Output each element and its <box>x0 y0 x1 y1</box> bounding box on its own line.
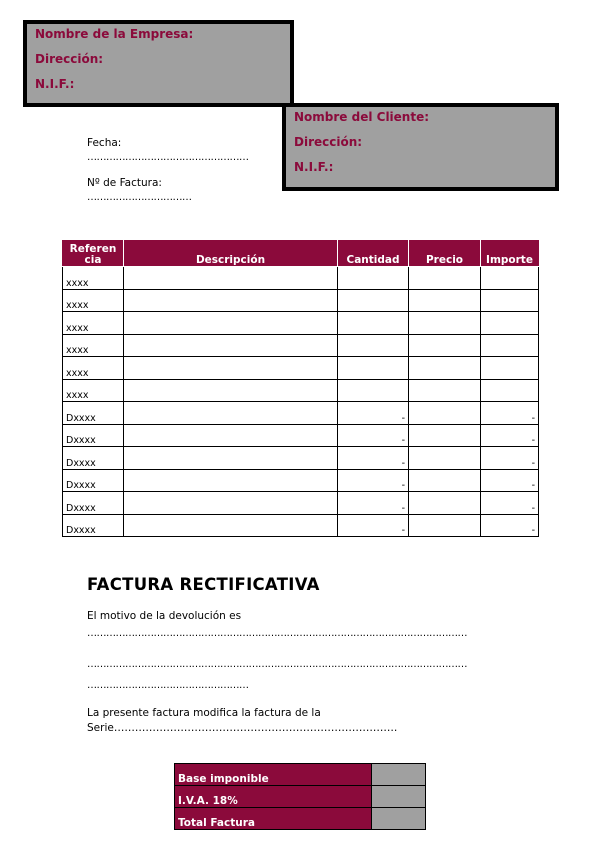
table-row <box>63 492 539 515</box>
table-row <box>63 514 539 537</box>
cell-quantity: - <box>338 492 409 515</box>
cell-description <box>124 267 338 290</box>
table-row <box>63 447 539 470</box>
reason-dots-line-1: ………………………………………………………………………………………………………… <box>87 628 467 639</box>
cell-price <box>409 267 481 290</box>
cell-price <box>409 492 481 515</box>
cell-quantity <box>338 357 409 380</box>
cell-reference: xxxx <box>63 357 124 380</box>
cell-quantity <box>338 289 409 312</box>
client-nif-label: N.I.F.: <box>294 160 334 174</box>
cell-reference: xxxx <box>63 379 124 402</box>
cell-description <box>124 379 338 402</box>
date-label: Fecha: <box>87 137 122 149</box>
items-table <box>62 240 539 537</box>
cell-quantity <box>338 379 409 402</box>
cell-description <box>124 334 338 357</box>
cell-amount <box>481 379 539 402</box>
header-quantity: Cantidad <box>338 241 409 267</box>
cell-reference: Dxxxx <box>63 424 124 447</box>
company-name-label: Nombre de la Empresa: <box>35 27 194 41</box>
client-address-label: Dirección: <box>294 135 363 149</box>
cell-quantity <box>338 312 409 335</box>
cell-price <box>409 289 481 312</box>
cell-amount: - <box>481 514 539 537</box>
cell-price <box>409 334 481 357</box>
table-row <box>63 289 539 312</box>
cell-price <box>409 379 481 402</box>
client-name-label: Nombre del Cliente: <box>294 110 430 124</box>
table-row <box>63 469 539 492</box>
cell-description <box>124 447 338 470</box>
cell-amount: - <box>481 447 539 470</box>
cell-amount <box>481 357 539 380</box>
company-nif-label: N.I.F.: <box>35 77 75 91</box>
cell-reference: Dxxxx <box>63 402 124 425</box>
totals-row-total <box>175 808 426 830</box>
cell-price <box>409 402 481 425</box>
cell-amount: - <box>481 402 539 425</box>
cell-amount: - <box>481 469 539 492</box>
cell-reference: Dxxxx <box>63 492 124 515</box>
cell-reference: Dxxxx <box>63 447 124 470</box>
cell-description <box>124 514 338 537</box>
cell-amount <box>481 312 539 335</box>
invoice-number-dots: …………………………… <box>87 192 192 203</box>
cell-amount <box>481 334 539 357</box>
header-description: Descripción <box>124 241 338 267</box>
table-row <box>63 402 539 425</box>
modifies-text-line-1: La presente factura modifica la factura de la <box>87 707 321 719</box>
cell-reference: xxxx <box>63 267 124 290</box>
table-header-row <box>63 241 539 267</box>
date-dots: …………………………………………… <box>87 152 249 163</box>
cell-price <box>409 424 481 447</box>
cell-description <box>124 289 338 312</box>
table-row <box>63 334 539 357</box>
cell-amount <box>481 267 539 290</box>
cell-reference: Dxxxx <box>63 514 124 537</box>
cell-quantity: - <box>338 514 409 537</box>
base-value <box>372 764 426 786</box>
cell-quantity: - <box>338 469 409 492</box>
cell-description <box>124 312 338 335</box>
cell-amount: - <box>481 492 539 515</box>
base-label: Base imponible <box>175 764 372 786</box>
vat-value <box>372 786 426 808</box>
header-amount: Importe <box>481 241 539 267</box>
cell-reference: xxxx <box>63 289 124 312</box>
company-info-box <box>23 20 294 107</box>
totals-row-vat <box>175 786 426 808</box>
table-row <box>63 379 539 402</box>
total-value <box>372 808 426 830</box>
table-row <box>63 357 539 380</box>
reason-label: El motivo de la devolución es <box>87 610 242 622</box>
total-label: Total Factura <box>175 808 372 830</box>
table-row <box>63 312 539 335</box>
cell-reference: Dxxxx <box>63 469 124 492</box>
cell-description <box>124 424 338 447</box>
cell-reference: xxxx <box>63 334 124 357</box>
company-address-label: Dirección: <box>35 52 104 66</box>
cell-description <box>124 357 338 380</box>
rectification-title: FACTURA RECTIFICATIVA <box>87 575 320 594</box>
modifies-text-line-2: Serie……………………………………………………………………… <box>87 722 398 734</box>
cell-price <box>409 357 481 380</box>
cell-description <box>124 469 338 492</box>
cell-price <box>409 312 481 335</box>
table-row <box>63 267 539 290</box>
cell-description <box>124 402 338 425</box>
header-reference: Referen cia <box>63 241 124 267</box>
header-price: Precio <box>409 241 481 267</box>
reason-dots-line-3: …………………………………………… <box>87 680 249 691</box>
cell-price <box>409 469 481 492</box>
cell-price <box>409 447 481 470</box>
cell-amount <box>481 289 539 312</box>
cell-quantity: - <box>338 424 409 447</box>
cell-reference: xxxx <box>63 312 124 335</box>
cell-description <box>124 492 338 515</box>
totals-table <box>174 763 426 830</box>
invoice-number-label: Nº de Factura: <box>87 177 162 189</box>
cell-price <box>409 514 481 537</box>
table-row <box>63 424 539 447</box>
totals-row-base <box>175 764 426 786</box>
cell-quantity <box>338 267 409 290</box>
client-info-box <box>282 103 559 191</box>
cell-quantity <box>338 334 409 357</box>
vat-label: I.V.A. 18% <box>175 786 372 808</box>
cell-quantity: - <box>338 447 409 470</box>
cell-amount: - <box>481 424 539 447</box>
reason-dots-line-2: ………………………………………………………………………………………………………… <box>87 659 467 670</box>
cell-quantity: - <box>338 402 409 425</box>
